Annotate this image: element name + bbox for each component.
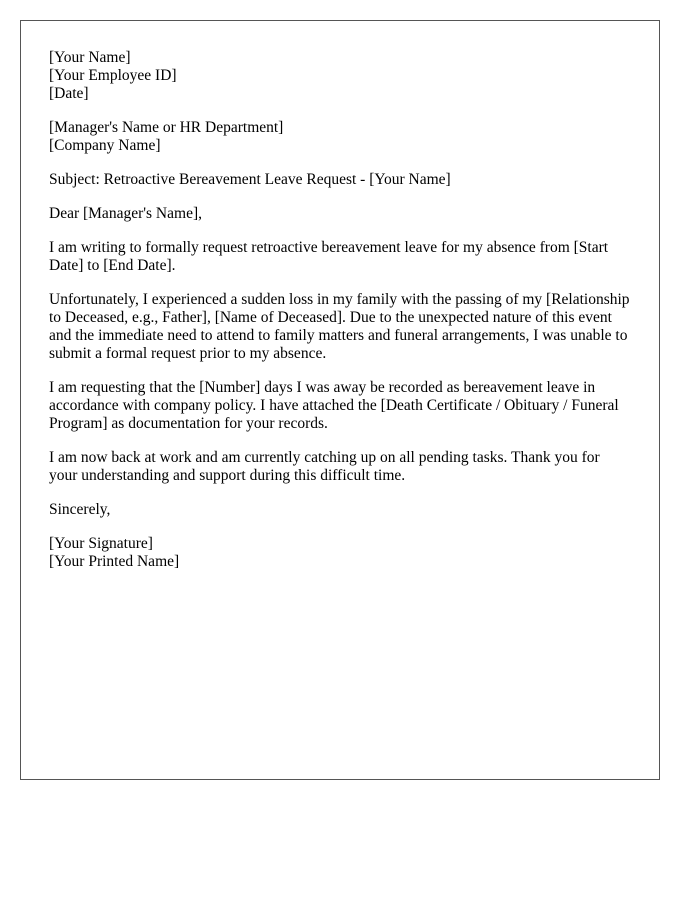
closing: Sincerely, [49, 501, 111, 518]
sender-name: [Your Name] [49, 49, 131, 66]
recipient-name: [Manager's Name or HR Department] [49, 119, 284, 136]
sender-block [49, 49, 631, 103]
body-paragraph-3: I am requesting that the [Number] days I was away be recorded as bereavement leave in accordance with company policy. I have attached the [Death Certificate / Obituary / Funeral Program] as documentation for your records. [49, 379, 619, 432]
body-paragraph-2: Unfortunately, I experienced a sudden loss in my family with the passing of my [Relationship to Deceased, e.g., Father], [Name of Deceased]. Due to the unexpected nature of this event and the immediate need to attend to family matters and funeral arrangements, I was unable to submit a formal request prior to my absence. [49, 291, 630, 362]
recipient-block [49, 119, 631, 155]
recipient-company: [Company Name] [49, 137, 161, 154]
subject-line: Subject: Retroactive Bereavement Leave Request - [Your Name] [49, 171, 451, 188]
letter-page [20, 20, 660, 780]
letter-date: [Date] [49, 85, 89, 102]
signature-block [49, 535, 631, 571]
body-paragraph-4: I am now back at work and am currently catching up on all pending tasks. Thank you for your understanding and support during this difficult time. [49, 449, 600, 484]
printed-name: [Your Printed Name] [49, 553, 180, 570]
body-paragraph-1: I am writing to formally request retroactive bereavement leave for my absence from [Start Date] to [End Date]. [49, 239, 609, 274]
salutation: Dear [Manager's Name], [49, 205, 202, 222]
signature-line: [Your Signature] [49, 535, 153, 552]
sender-employee-id: [Your Employee ID] [49, 67, 177, 84]
